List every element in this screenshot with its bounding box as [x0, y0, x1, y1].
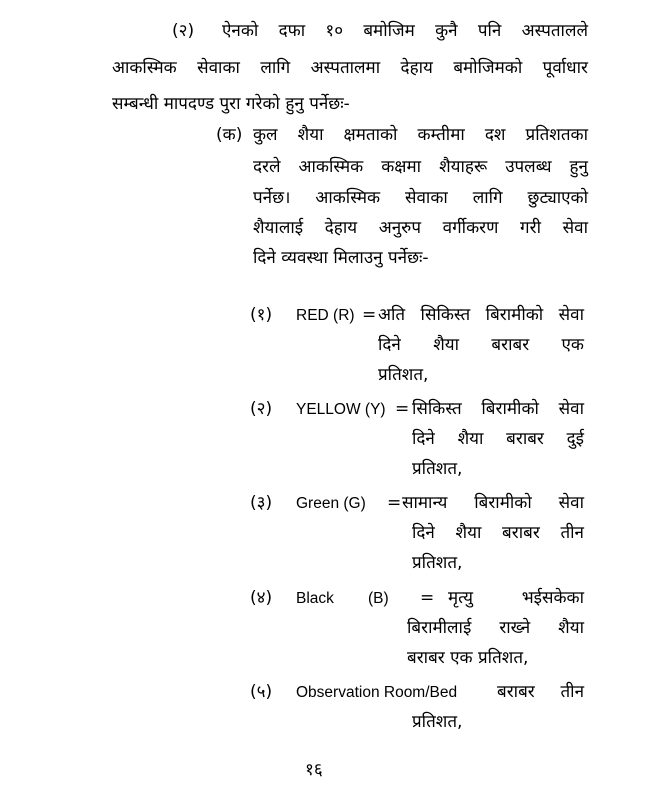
item-green-label: Green (G): [296, 495, 366, 512]
clause-ka-line-3: पर्नेछ। आकस्मिक सेवाका लागि छुट्याएको: [253, 188, 588, 208]
item-red-line-3: प्रतिशत,: [378, 365, 429, 385]
page-number: १६: [305, 760, 323, 780]
item-black-line-3: बराबर एक प्रतिशत,: [407, 648, 529, 668]
clause-2-line-1: ऐनको दफा १० बमोजिम कुनै पनि अस्पतालले: [222, 21, 588, 41]
clause-2-line-2: आकस्मिक सेवाका लागि अस्पतालमा देहाय बमोजिमको पूर्वाधार: [112, 58, 588, 78]
item-black-label-b: (B): [368, 590, 389, 607]
item-black-number: (४): [250, 588, 273, 608]
item-black-equals: =: [420, 588, 435, 608]
clause-2-number: (२): [172, 21, 195, 41]
clause-2-line-3: सम्बन्धी मापदण्ड पुरा गरेको हुनु पर्नेछः-: [112, 94, 350, 114]
item-red-equals: =: [362, 305, 377, 325]
item-yellow-label: YELLOW (Y): [296, 401, 386, 418]
clause-ka-line-1: कुल शैया क्षमताको कम्तीमा दश प्रतिशतका: [253, 125, 588, 145]
item-observation-number: (५): [250, 682, 273, 702]
item-green-equals: =: [387, 493, 402, 513]
item-red-number: (१): [250, 305, 273, 325]
item-yellow-number: (२): [250, 399, 273, 419]
item-yellow-line-1: सिकिस्त बिरामीको सेवा: [412, 399, 584, 419]
item-yellow-line-2: दिने शैया बराबर दुई: [412, 429, 584, 449]
item-yellow-equals: =: [395, 399, 410, 419]
clause-ka-line-5: दिने व्यवस्था मिलाउनु पर्नेछः-: [253, 248, 429, 268]
item-green-number: (३): [250, 493, 273, 513]
item-black-label: Black: [296, 590, 334, 607]
clause-ka-number: (क): [216, 125, 243, 145]
item-green-line-3: प्रतिशत,: [412, 553, 463, 573]
item-red-line-2: दिने शैया बराबर एक: [378, 335, 584, 355]
item-observation-line-2: प्रतिशत,: [412, 712, 463, 732]
item-red-label: RED (R): [296, 307, 355, 324]
item-yellow-line-3: प्रतिशत,: [412, 459, 463, 479]
item-green-line-1: सामान्य बिरामीको सेवा: [402, 493, 584, 513]
item-red-line-1: अति सिकिस्त बिरामीको सेवा: [378, 305, 584, 325]
clause-ka-line-2: दरले आकस्मिक कक्षमा शैयाहरू उपलब्ध हुनु: [253, 157, 588, 177]
item-observation-line-1: बराबर तीन: [497, 682, 584, 702]
item-black-line-1: मृत्यु भईसकेका: [448, 588, 584, 608]
item-green-line-2: दिने शैया बराबर तीन: [412, 523, 584, 543]
item-black-line-2: बिरामीलाई राख्ने शैया: [407, 618, 584, 638]
item-observation-label: Observation Room/Bed: [296, 684, 458, 701]
clause-ka-line-4: शैयालाई देहाय अनुरुप वर्गीकरण गरी सेवा: [253, 218, 588, 238]
